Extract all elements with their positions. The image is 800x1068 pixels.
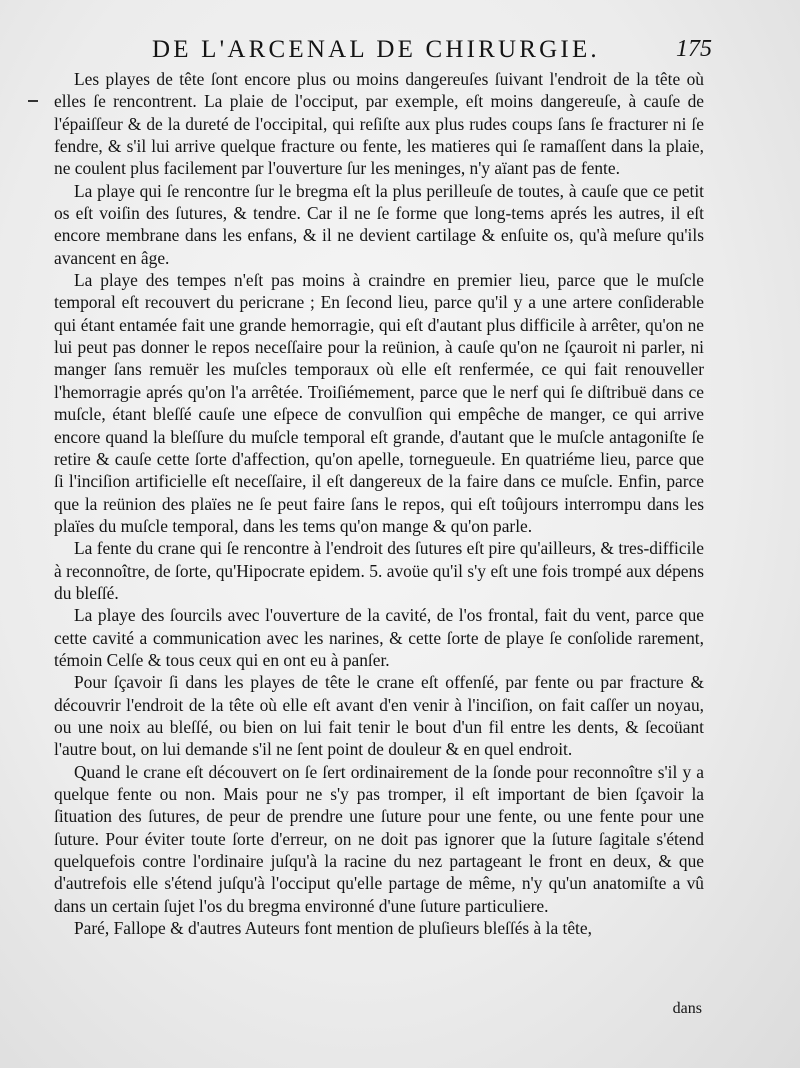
page-number: 175 [676, 36, 712, 62]
paragraph: Paré, Fallope & d'autres Auteurs font mention de pluſieurs bleſſés à la tête, [74, 918, 592, 939]
paragraph: Les playes de tête ſont encore plus ou moins dangereuſes ſuivant l'endroit de la tête où elles ſe rencontrent. La plaie de l'occiput, par exemple, eſt moins dangereuſe, à cauſe de l'épaiſſeur & de la dureté de l'occipital, qui reſiſte aux plus rudes coups ſans ſe fracturer ni ſe fendre, & s'il lui arrive quelque fracture ou fente, les matieres qui ſe ramaſſent dans la plaie, ne coulent plus facilement par l'ouverture ſur les meninges, n'y aïant pas de fente. [54, 69, 704, 179]
paragraph: La playe des ſourcils avec l'ouverture de la cavité, de l'os frontal, fait du vent, parce que cette cavité a communication avec les narines, & cette ſorte de playe ſe conſolide rarement, témoin Celſe & tous ceux qui en ont eu à panſer. [54, 605, 704, 670]
paragraph: Quand le crane eſt découvert on ſe ſert ordinairement de la ſonde pour reconnoître s'il y a quelque fente ou non. Mais pour ne s'y pas tromper, il eſt important de bien ſçavoir la ſituation des ſutures, de peur de prendre une ſuture pour une fente, ou une fente pour une ſuture. Pour éviter toute ſorte d'erreur, on ne doit pas ignorer que la ſuture ſagitale s'étend quelquefois contre l'ordinaire juſqu'à la racine du nez partageant le front en deux, & que d'autrefois elle s'étend juſqu'à l'occiput qu'elle partage de même, n'y qu'un anatomiſte a vû dans un certain ſujet l'os du bregma environné d'une ſuture particuliere. [54, 761, 704, 916]
paragraph: La playe qui ſe rencontre ſur le bregma eſt la plus perilleuſe de toutes, à cauſe que ce petit os eſt voiſin des ſutures, & tendre. Car il ne ſe forme que long-tems aprés les autres, il eſt encore membrane dans les enfans, & il ne devient cartilage & enſuite os, qu'à meſure qu'ils avancent en âge. [54, 180, 704, 268]
catchword: dans [672, 1000, 702, 1017]
margin-dash [28, 100, 38, 102]
running-title: DE L'ARCENAL DE CHIRURGIE. [152, 36, 600, 63]
paragraph: La playe des tempes n'eſt pas moins à craindre en premier lieu, parce que le muſcle temporal eſt recouvert du pericrane ; En ſecond lieu, parce qu'il y a une artere conſiderable qui étant entamée fait une grande hemorragie, qui eſt d'autant plus difficile à arrêter, qu'on ne lui peut pas donner le repos neceſſaire pour la reünion, à cauſe qu'on ne ſçauroit ni parler, ni manger ſans remuër les muſcles temporaux où elle eſt renfermée, ce qui fait renouveller l'hemorragie aprés qu'on l'a arrêtée. Troiſiémement, parce que le nerf qui ſe diſtribuë dans ce muſcle, étant bleſſé cauſe une eſpece de convulſion qui empêche de manger, ce qui arrive encore quand la bleſſure du muſcle temporal eſt grande, d'autant que le muſcle antagoniſte ſe retire & cauſe cette ſorte d'affection, qu'on apelle, tornegueule. En quatriéme lieu, parce que ſi l'inciſion artificielle eſt neceſſaire, il eſt dangereux de la faire dans ce muſcle. Enfin, parce que la reünion des plaïes ne ſe peut faire ſans le repos, qui eſt toûjours interrompu dans les plaïes du muſcle temporal, dans les tems qu'on mange & qu'on parle. [54, 270, 704, 536]
text-body [54, 68, 704, 939]
paragraph: La fente du crane qui ſe rencontre à l'endroit des ſutures eſt pire qu'ailleurs, & tres-difficile à reconnoître, de ſorte, qu'Hipocrate epidem. 5. avoüe qu'il s'y eſt une fois trompé aux dépens du bleſſé. [54, 538, 704, 603]
paragraph: Pour ſçavoir ſi dans les playes de tête le crane eſt offenſé, par fente ou par fracture & découvrir l'endroit de la tête où elle eſt avant d'en venir à l'inciſion, on fait caſſer un noyau, ou une noix au bleſſé, ou bien on lui fait tenir le bout d'un fil entre les dents, & ſecoüant l'autre bout, on lui demande s'il ne ſent point de douleur & en quel endroit. [54, 672, 704, 760]
page-header [60, 14, 712, 66]
